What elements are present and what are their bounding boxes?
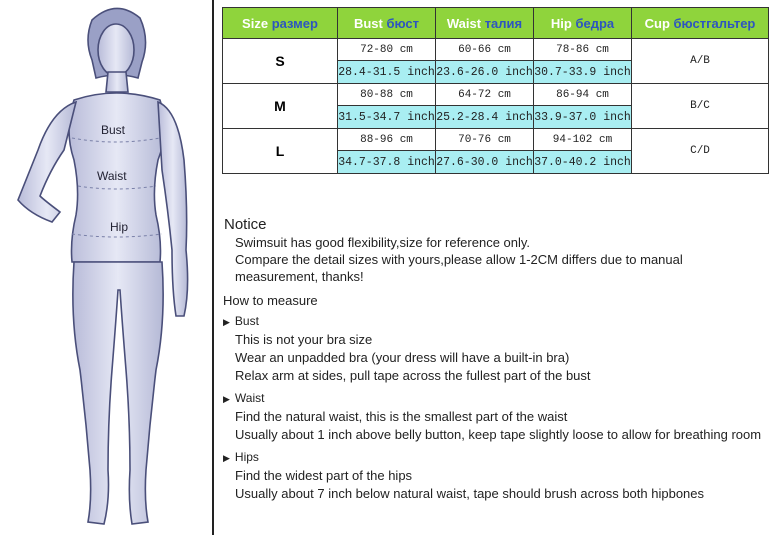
hips-instruction: Find the widest part of the hips	[235, 468, 413, 483]
table-row	[223, 84, 769, 106]
waist-instruction: Usually about 1 inch above belly button, keep tape slightly loose to allow for breathing room	[235, 427, 762, 442]
cup-cell: B/C	[632, 84, 769, 129]
bust-instruction: Wear an unpadded bra (your dress will have a built-in bra)	[235, 350, 570, 365]
cup-cell: A/B	[632, 39, 769, 84]
triangle-bullet-icon: ▶	[223, 394, 230, 404]
table-row	[223, 129, 769, 151]
waist-heading: ▶ Waist	[223, 391, 265, 405]
cup-cell: C/D	[632, 129, 769, 174]
panel-divider	[212, 0, 214, 535]
waist-cm-cell: 70-76 cm	[436, 129, 534, 151]
header-hip: Hip бедра	[534, 8, 632, 39]
notice-line: Swimsuit has good flexibility,size for reference only.	[235, 235, 531, 250]
header-waist: Waist талия	[436, 8, 534, 39]
bust-label: Bust	[101, 123, 126, 137]
waist-cm-cell: 64-72 cm	[436, 84, 534, 106]
bust-inch-cell: 31.5-34.7 inch	[338, 106, 436, 129]
notice-line: Compare the detail sizes with yours,please allow 1-2CM differs due to manual	[235, 252, 683, 267]
notice-title: Notice	[224, 216, 267, 233]
bust-instruction: This is not your bra size	[235, 332, 373, 347]
header-bust: Bust бюст	[338, 8, 436, 39]
waist-inch-cell: 23.6-26.0 inch	[436, 61, 534, 84]
hip-cm-cell: 78-86 cm	[534, 39, 632, 61]
hip-inch-cell: 30.7-33.9 inch	[534, 61, 632, 84]
size-cell: L	[223, 129, 338, 174]
hip-inch-cell: 33.9-37.0 inch	[534, 106, 632, 129]
table-row	[223, 39, 769, 61]
hip-inch-cell: 37.0-40.2 inch	[534, 151, 632, 174]
table-header-row	[223, 8, 769, 39]
how-to-measure-title: How to measure	[223, 293, 318, 308]
bust-heading: ▶ Bust	[223, 314, 259, 328]
size-cell: M	[223, 84, 338, 129]
body-figure-panel	[0, 0, 212, 535]
triangle-bullet-icon: ▶	[223, 317, 230, 327]
waist-instruction: Find the natural waist, this is the smallest part of the waist	[235, 409, 568, 424]
bust-inch-cell: 28.4-31.5 inch	[338, 61, 436, 84]
size-cell: S	[223, 39, 338, 84]
header-cup: Cup бюстгальтер	[632, 8, 769, 39]
size-chart-table	[222, 7, 769, 174]
bust-cm-cell: 72-80 cm	[338, 39, 436, 61]
notice-line: measurement, thanks!	[235, 269, 364, 284]
hips-instruction: Usually about 7 inch below natural waist, tape should brush across both hipbones	[235, 486, 705, 501]
bust-inch-cell: 34.7-37.8 inch	[338, 151, 436, 174]
waist-label: Waist	[97, 169, 127, 183]
header-size: Size размер	[223, 8, 338, 39]
notes-section	[223, 216, 779, 503]
bust-cm-cell: 80-88 cm	[338, 84, 436, 106]
bust-cm-cell: 88-96 cm	[338, 129, 436, 151]
hips-heading: ▶ Hips	[223, 450, 259, 464]
triangle-bullet-icon: ▶	[223, 453, 230, 463]
hip-label: Hip	[110, 220, 129, 234]
bust-instruction: Relax arm at sides, pull tape across the fullest part of the bust	[235, 368, 591, 383]
waist-cm-cell: 60-66 cm	[436, 39, 534, 61]
body-figure-illustration	[0, 0, 212, 535]
waist-inch-cell: 27.6-30.0 inch	[436, 151, 534, 174]
waist-inch-cell: 25.2-28.4 inch	[436, 106, 534, 129]
hip-cm-cell: 86-94 cm	[534, 84, 632, 106]
hip-cm-cell: 94-102 cm	[534, 129, 632, 151]
